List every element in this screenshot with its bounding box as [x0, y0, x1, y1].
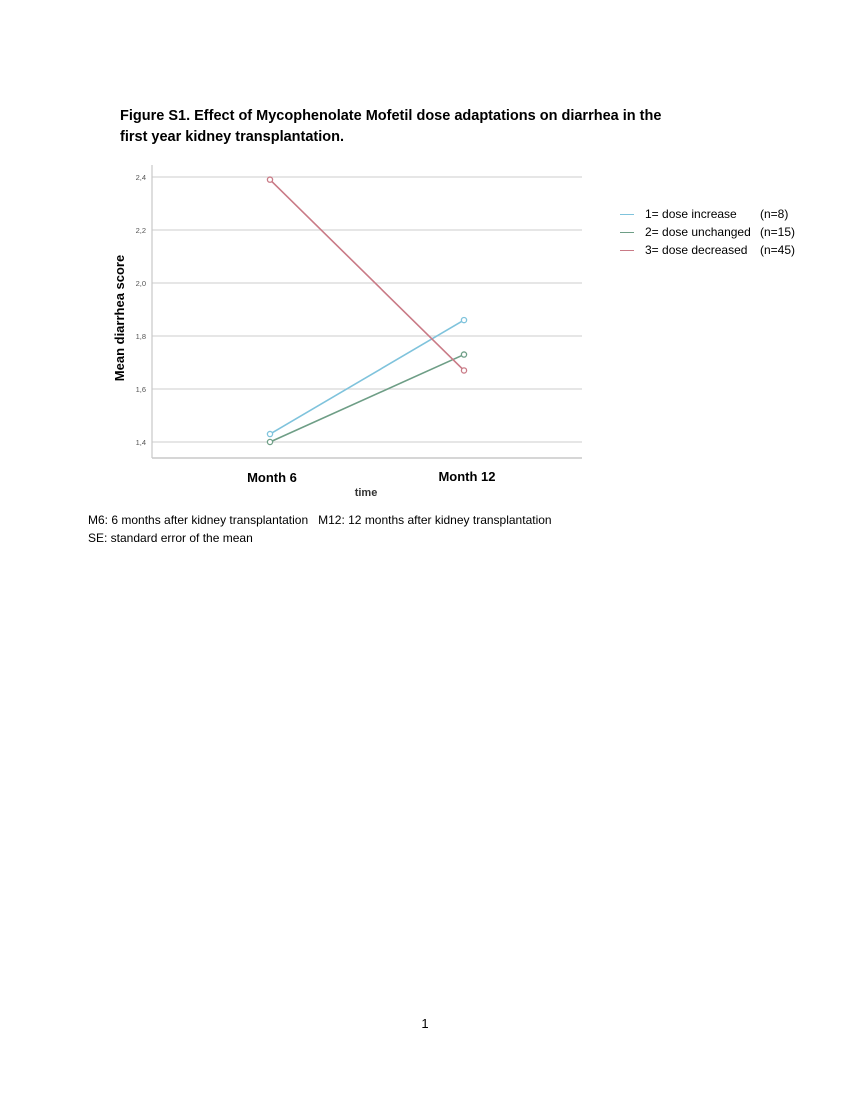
- legend-count: (n=15): [760, 225, 796, 239]
- axes: [152, 165, 582, 458]
- y-axis-title: Mean diarrhea score: [112, 254, 127, 382]
- data-point: [461, 368, 466, 373]
- data-point: [461, 352, 466, 357]
- figure-title-line-1: Figure S1. Effect of Mycophenolate Mofetil dose adaptations on diarrhea in the: [120, 108, 662, 124]
- note-line-1: M6: 6 months after kidney transplantation M12: 12 months after kidney transplantation: [88, 513, 552, 527]
- note-line-2: SE: standard error of the mean: [88, 531, 253, 545]
- data-point: [267, 177, 272, 182]
- y-tick-label: 2,0: [135, 279, 146, 288]
- series-1: [267, 318, 466, 437]
- series-line: [270, 180, 464, 371]
- y-tick-label: 1,4: [135, 438, 146, 447]
- grid-lines: [152, 177, 582, 442]
- y-tick-label: 2,2: [135, 226, 146, 235]
- legend-swatch: [620, 214, 634, 215]
- series-3: [267, 177, 466, 373]
- legend-label: 1= dose increase: [645, 207, 737, 221]
- data-point: [267, 439, 272, 444]
- x-tick-label: Month 6: [247, 470, 297, 485]
- legend-swatch: [620, 232, 634, 233]
- legend-label: 3= dose decreased: [645, 243, 748, 257]
- legend-count: (n=45): [760, 243, 796, 257]
- figure-title-line-2: first year kidney transplantation.: [120, 129, 345, 145]
- line-chart: [0, 0, 850, 520]
- x-tick-labels: [247, 469, 495, 485]
- y-tick-label: 1,6: [135, 385, 146, 394]
- series-lines: [267, 177, 466, 445]
- legend-count: (n=8): [760, 207, 789, 221]
- page-number: 1: [421, 1016, 429, 1031]
- y-tick-label: 1,8: [135, 332, 146, 341]
- x-axis-title: time: [354, 487, 378, 499]
- x-tick-label: Month 12: [438, 469, 496, 484]
- series-line: [270, 320, 464, 434]
- y-tick-label: 2,4: [135, 173, 146, 182]
- legend-swatch: [620, 250, 634, 251]
- legend-label: 2= dose unchanged: [645, 225, 751, 239]
- y-tick-labels: [136, 173, 146, 447]
- data-point: [267, 431, 272, 436]
- figure-notes: [88, 511, 552, 547]
- series-2: [267, 352, 466, 445]
- data-point: [461, 318, 466, 323]
- series-line: [270, 355, 464, 442]
